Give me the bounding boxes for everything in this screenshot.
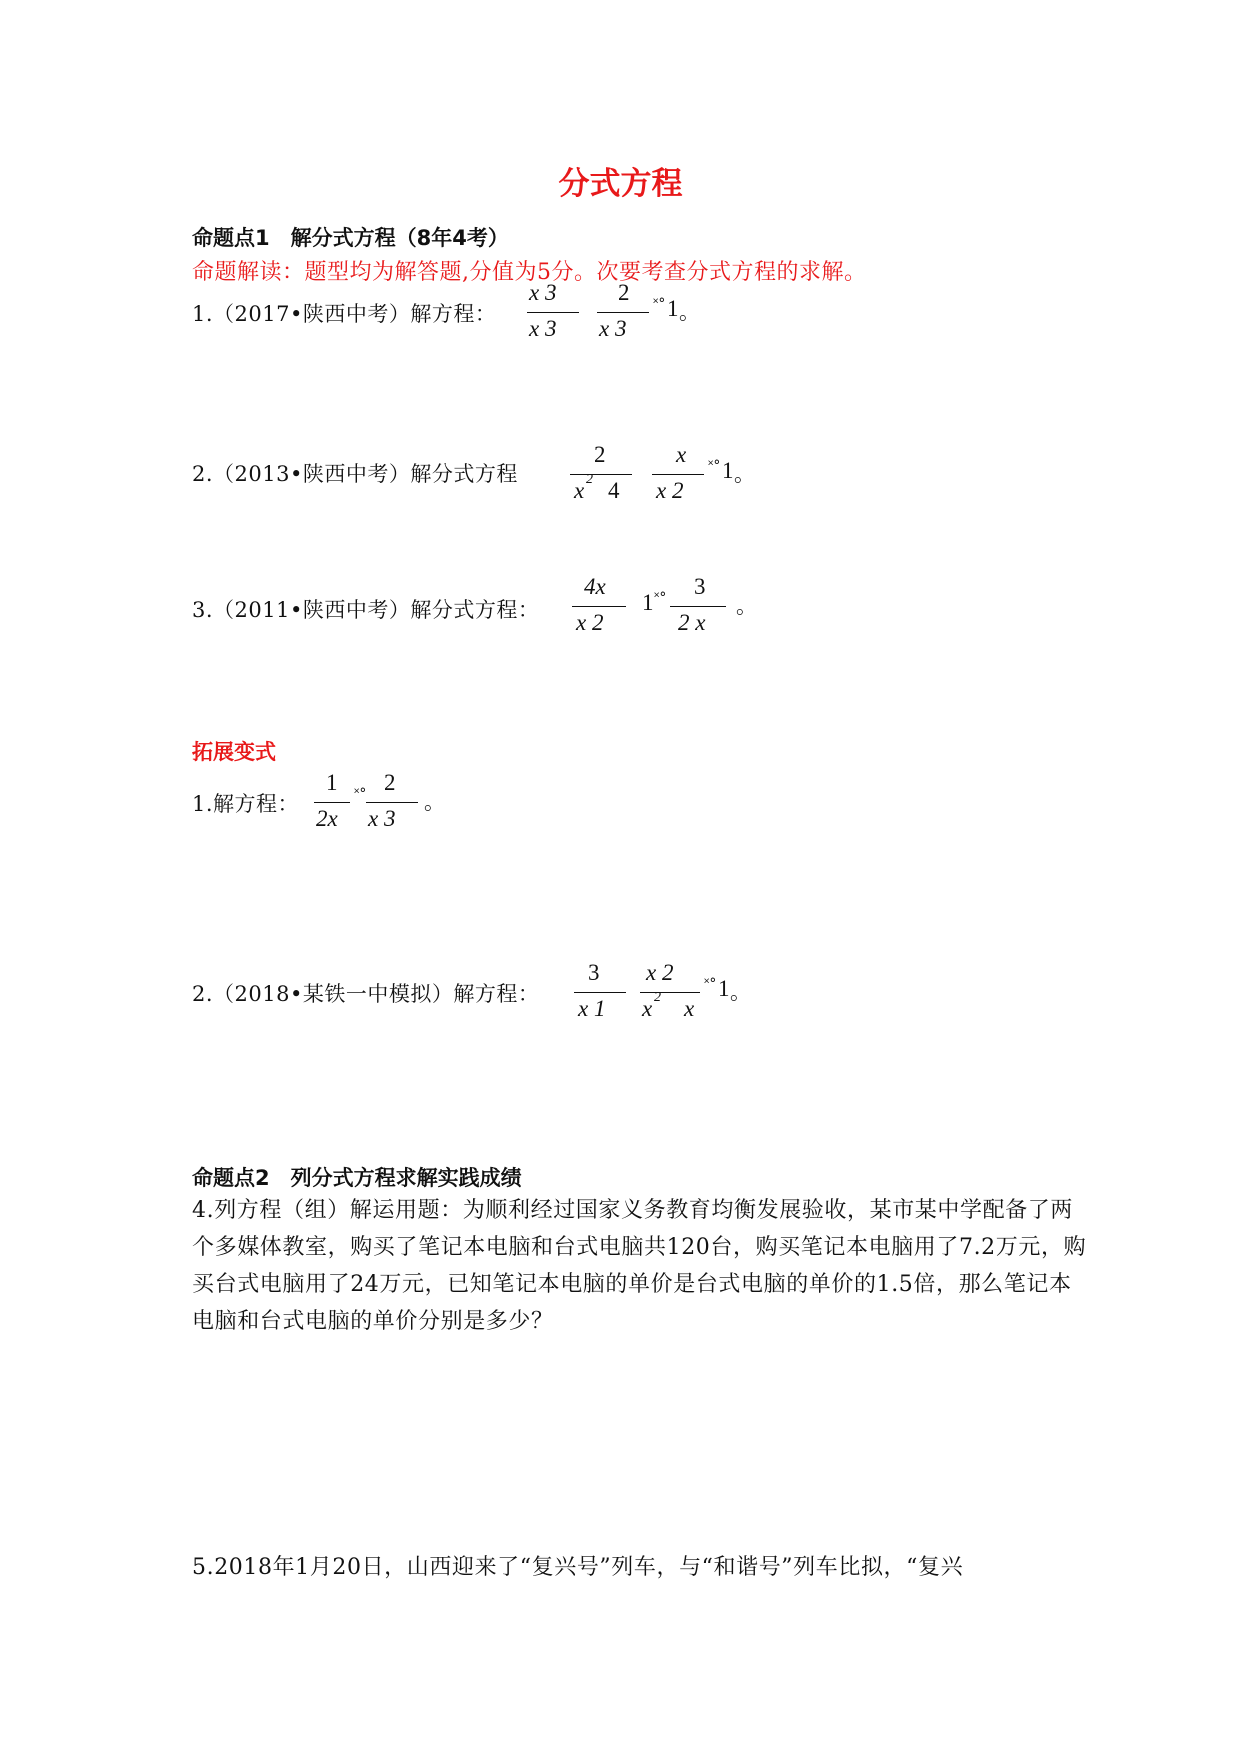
eq2-frac2-num: x bbox=[676, 442, 687, 467]
eq2-frac1-bar bbox=[570, 474, 632, 475]
eq1-rhs: 1 bbox=[667, 296, 679, 321]
eq1-frac1-bar bbox=[527, 312, 579, 313]
problem-3-equation: 4x x 2 1 ˟° 3 2 x 。 bbox=[570, 574, 790, 644]
eq3-frac2-bar bbox=[670, 606, 726, 607]
ext2-frac2-bar bbox=[640, 992, 700, 993]
ext2-frac1-bar bbox=[574, 992, 626, 993]
eq1-frac1-den: x 3 bbox=[529, 316, 557, 341]
eq3-mid: 1 bbox=[642, 590, 654, 615]
eq3-frac2-num: 3 bbox=[694, 574, 706, 599]
extension-2-equation: 3 x 1 x 2 x 2 x ˟° 1 。 bbox=[572, 960, 792, 1030]
extension-1-equation: 1 2x ˟° 2 x 3 。 bbox=[316, 770, 446, 831]
section2-heading: 命题点2 列分式方程求解实践成绩 bbox=[192, 1166, 522, 1190]
eq3-frac1-bar bbox=[572, 606, 626, 607]
eq3-frac1-num: 4x bbox=[584, 574, 606, 599]
ext2-frac1-num: 3 bbox=[588, 960, 600, 985]
section1-heading: 命题点1 解分式方程（8年4考） bbox=[192, 226, 509, 250]
extension-2-prefix: 2.（2018•某铁一中模拟）解方程： bbox=[192, 982, 540, 1006]
eq2-frac2-bar bbox=[652, 474, 704, 475]
problem-1-prefix: 1.（2017•陕西中考）解方程： bbox=[192, 302, 497, 326]
ext1-frac1-num: 1 bbox=[326, 770, 338, 795]
page-title: 分式方程 bbox=[558, 166, 683, 202]
ext2-frac2-num: x 2 bbox=[646, 960, 674, 985]
ext1-frac1-bar bbox=[314, 802, 350, 803]
eq1-frac1-num: x 3 bbox=[529, 280, 557, 305]
extension-1-prefix: 1.解方程： bbox=[192, 792, 300, 816]
eq1-frac2-den: x 3 bbox=[599, 316, 627, 341]
problem-2-equation: 2 x 2 4 x x 2 ˟° 1 。 bbox=[568, 442, 788, 512]
problem-1-equation: x 3 x 3 2 x 3 ˟° 1 。 bbox=[529, 280, 701, 341]
question-4: 4.列方程（组）解运用题：为顺利经过国家义务教育均衡发展验收，某市某中学配备了两个多媒体教室，购买了笔记本电脑和台式电脑共120台，购买笔记本电脑用了7.2万元，购买台式电脑用了24万元，已知笔记本电脑的单价是台式电脑的单价的1.5倍，那么笔记本电脑和台式电脑的单价分别是多少？ bbox=[192, 1198, 1087, 1334]
eq1-frac2-num: 2 bbox=[618, 280, 630, 305]
section1-note: 命题解读：题型均为解答题,分值为5分。次要考查分式方程的求解。 bbox=[192, 260, 867, 285]
problem-3-prefix: 3.（2011•陕西中考）解分式方程： bbox=[192, 598, 540, 622]
extension-heading: 拓展变式 bbox=[192, 740, 276, 764]
question-5: 5.2018年1月20日，山西迎来了“复兴号”列车，与“和谐号”列车比拟，“复兴 bbox=[192, 1555, 964, 1580]
eq2-frac1-num: 2 bbox=[594, 442, 606, 467]
problem-2-prefix: 2.（2013•陕西中考）解分式方程 bbox=[192, 462, 518, 486]
ext1-frac2-bar bbox=[366, 802, 418, 803]
ext1-frac2-num: 2 bbox=[384, 770, 396, 795]
eq1-frac2-bar bbox=[597, 312, 649, 313]
